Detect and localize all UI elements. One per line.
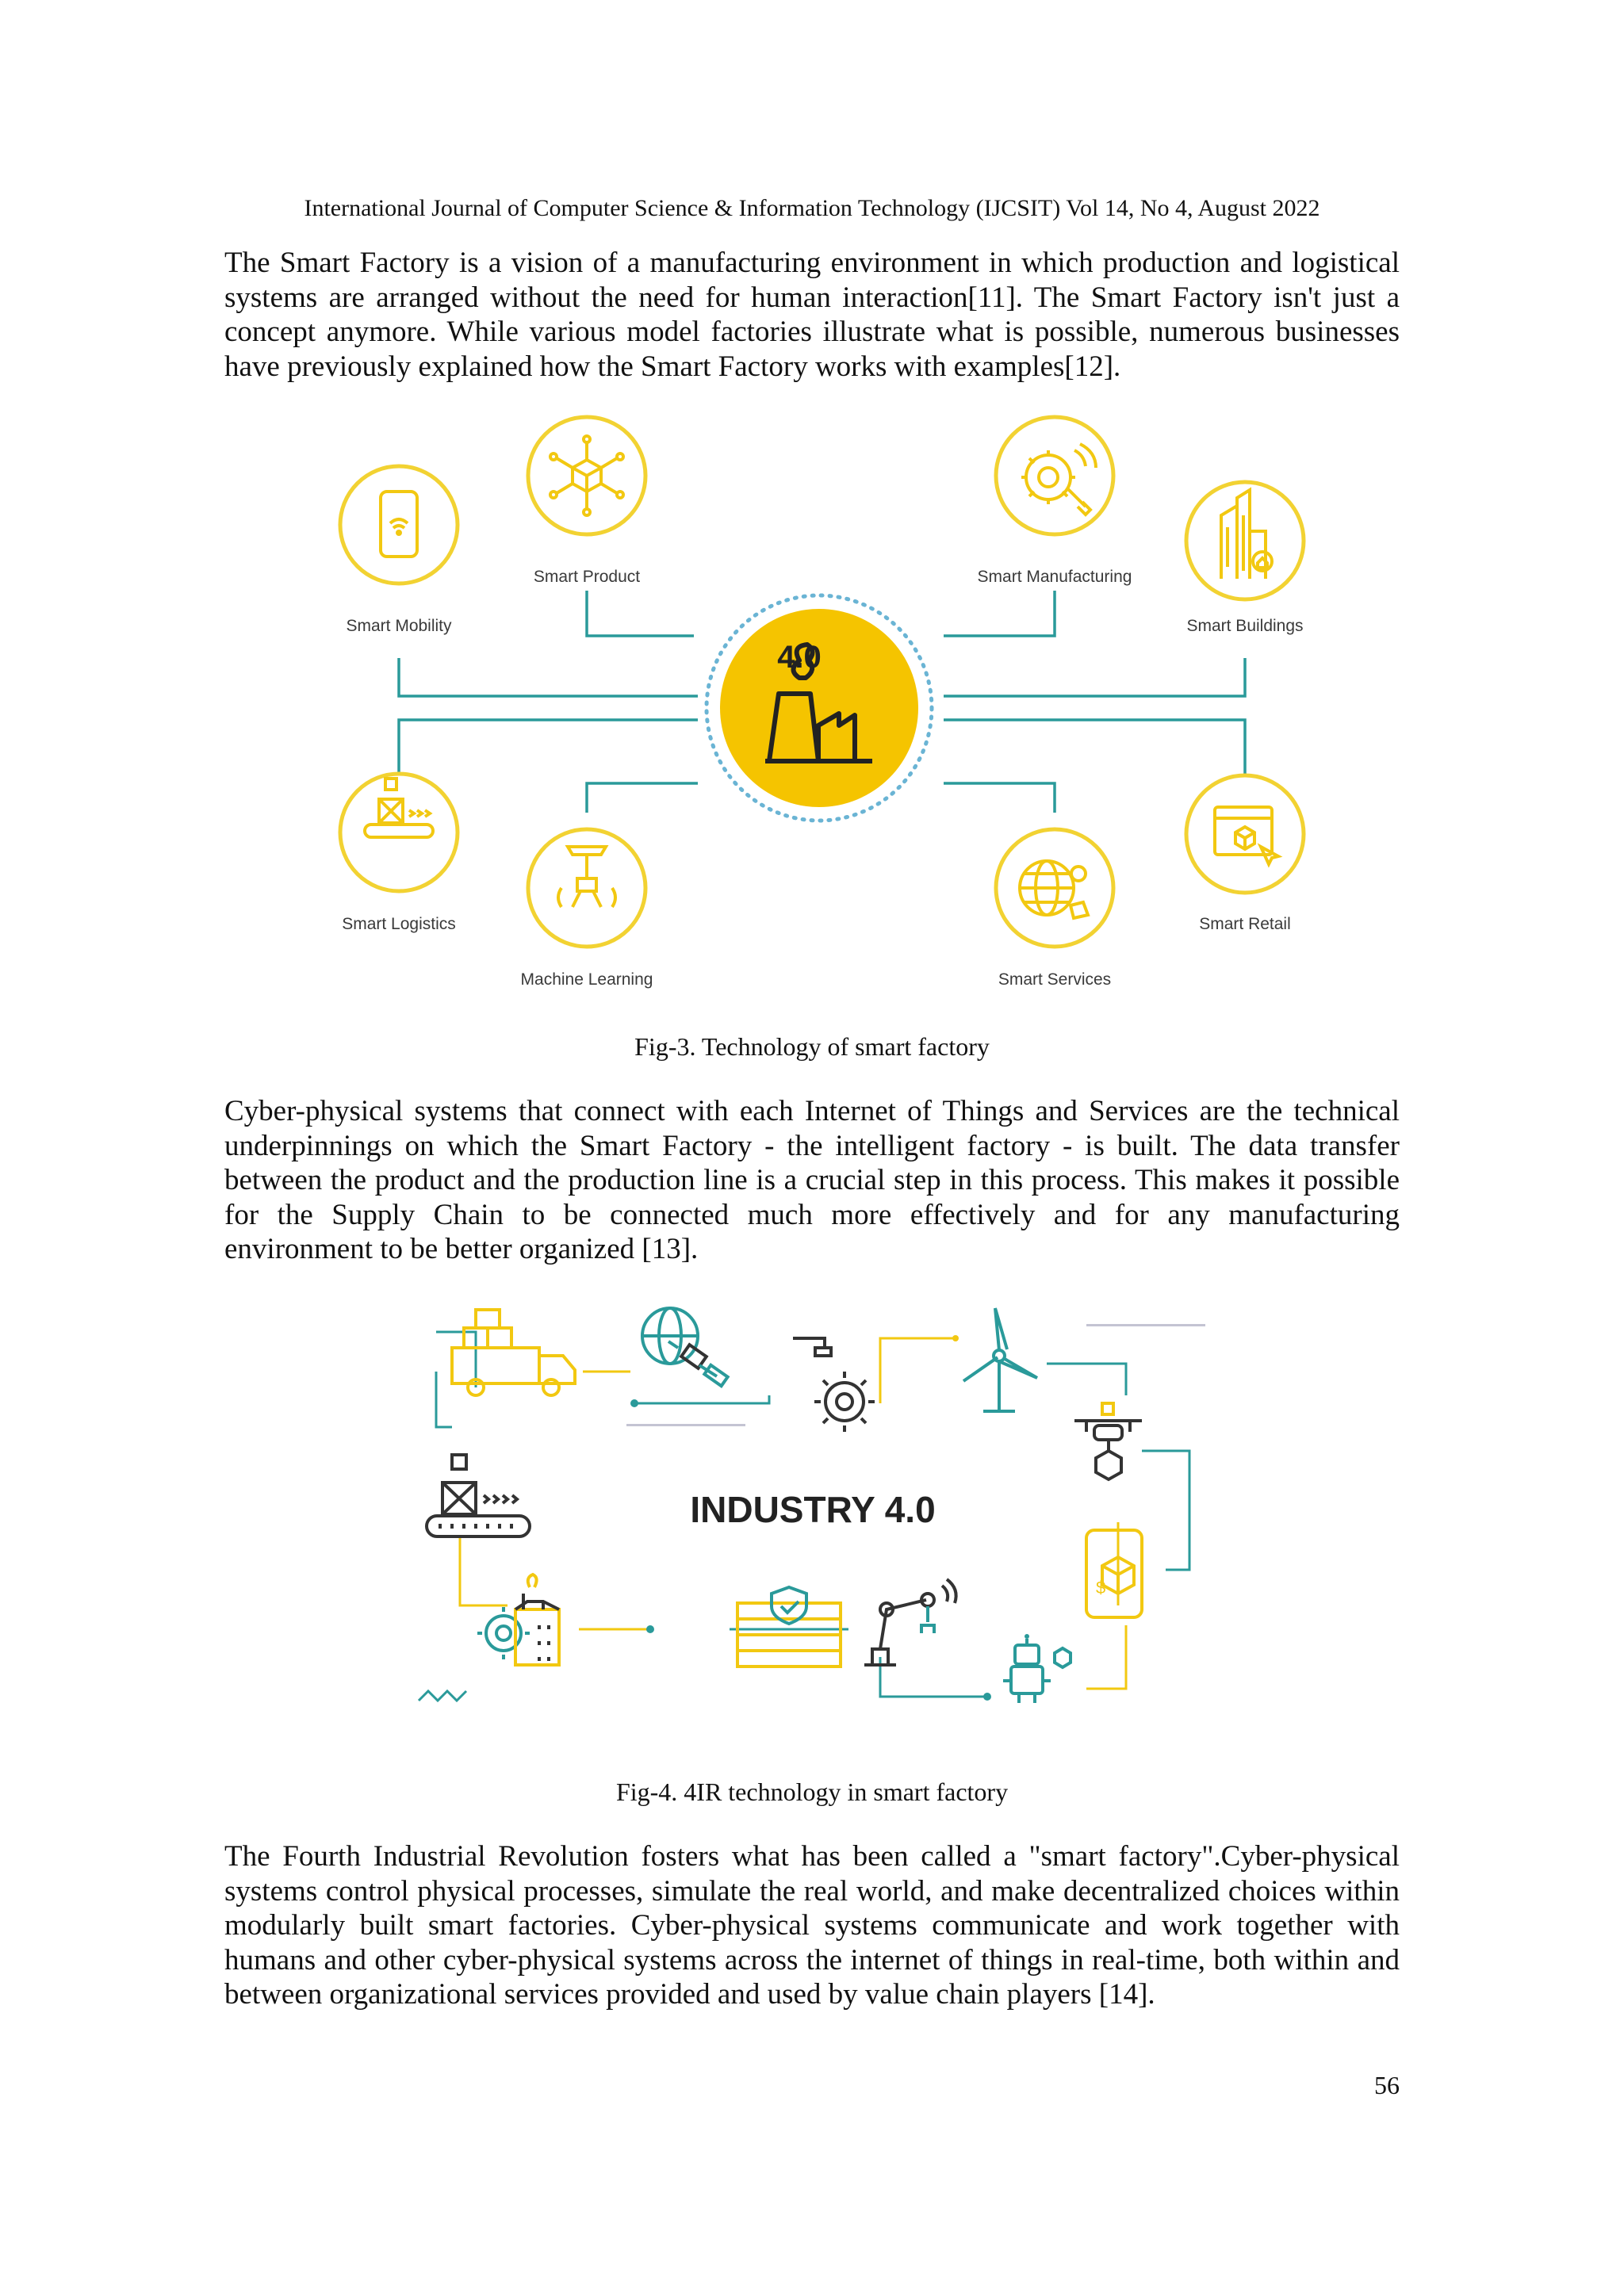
line-left-top: [436, 1332, 476, 1387]
label-smart-services: Smart Services: [998, 970, 1112, 989]
wind-turbine-icon: [963, 1308, 1037, 1411]
figure-3-smart-factory-diagram: [325, 412, 1316, 999]
smart-services-node: [996, 829, 1113, 989]
connector-machine-learning: [587, 783, 698, 813]
conveyor-box-icon: [427, 1455, 530, 1536]
drone-delivery-icon: [1074, 1403, 1142, 1479]
svg-text:$: $: [1096, 1578, 1106, 1598]
connector-smart-mobility: [399, 658, 698, 696]
paragraph-1: The Smart Factory is a vision of a manufacturing environment in which production and logistical systems are arranged without the need for human interaction[11]. The Smart Factory isn't just a concept anymore. While various model factories illustrate what is possible, numerous businesses have previously explained how the Smart Factory works with examples[12].: [224, 247, 1400, 383]
paragraph-3: The Fourth Industrial Revolution fosters what has been called a "smart factory".Cyber-physical systems control physical processes, simulate the real world, and make decentralized choices within modularly built smart factories. Cyber-physical systems communicate and work together with humans and other cyber-physical systems across the internet of things in real-time, both within and between organizational services provided and used by value chain players [14].: [224, 1840, 1400, 2011]
zigzag-accent: [419, 1691, 466, 1701]
connector-smart-manufacturing: [944, 591, 1055, 636]
smart-plant-gear-icon: [477, 1575, 559, 1665]
smart-manufacturing-node: [978, 417, 1132, 586]
figure-3-caption: Fig-3. Technology of smart factory: [634, 1032, 990, 1061]
running-header: International Journal of Computer Science & Information Technology (IJCSIT) Vol 14, No 4, August 2022: [304, 195, 1320, 221]
smart-logistics-node: [340, 774, 458, 933]
figure-4-industry-4-0-diagram: [404, 1292, 1221, 1736]
connector-smart-services: [944, 783, 1055, 813]
mobile-shop-icon: [1086, 1530, 1142, 1617]
hub-4-0-label: 4.0: [777, 640, 822, 675]
label-smart-buildings: Smart Buildings: [1186, 617, 1304, 635]
smartphone-icon: [381, 492, 417, 557]
connector-smart-retail: [944, 720, 1245, 775]
globe-satellite-icon: [642, 1308, 728, 1386]
robotic-arm-icon: [864, 1579, 956, 1665]
hub-yellow-circle: [720, 609, 918, 807]
robot-assistant-icon: [1003, 1634, 1071, 1703]
gear-wrench-icon: [1021, 444, 1096, 515]
connector-smart-logistics: [399, 720, 698, 775]
industry-4-0-title: INDUSTRY 4.0: [690, 1489, 936, 1530]
conveyor-box-icon: [365, 779, 433, 837]
smart-mobility-node: [340, 466, 458, 635]
online-store-icon: [1215, 807, 1278, 864]
smart-buildings-node: [1186, 482, 1304, 635]
faucet-gear-icon: [793, 1338, 875, 1432]
label-smart-mobility: Smart Mobility: [346, 617, 452, 635]
smart-retail-node: [1186, 775, 1304, 933]
label-smart-manufacturing: Smart Manufacturing: [977, 568, 1132, 586]
machine-learning-node: [521, 829, 653, 989]
label-smart-retail: Smart Retail: [1199, 915, 1291, 933]
secure-server-icon: [737, 1587, 841, 1667]
paragraph-2: Cyber-physical systems that connect with each Internet of Things and Services are the technical underpinnings on which the Smart Factory - the intelligent factory - is built. The data transfer between the product and the production line is a crucial step in this process. This makes it possible for the Supply Chain to be connected much more effectively and for any manufacturing environment to be better organized [13].: [224, 1095, 1400, 1265]
globe-service-icon: [1020, 861, 1088, 918]
center-industry-4-0-hub: [707, 595, 932, 821]
cube-network-icon: [550, 436, 623, 515]
label-smart-logistics: Smart Logistics: [342, 915, 456, 933]
smart-product-node: [528, 417, 645, 586]
figure-4-caption: Fig-4. 4IR technology in smart factory: [615, 1777, 1009, 1806]
connector-smart-product: [587, 591, 694, 636]
label-machine-learning: Machine Learning: [520, 970, 653, 989]
delivery-truck-icon: [452, 1310, 575, 1395]
buildings-icon: [1221, 490, 1272, 579]
page-number: 56: [1374, 2071, 1400, 2099]
connector-smart-buildings: [944, 658, 1245, 696]
robotic-arm-icon: [558, 847, 615, 907]
label-smart-product: Smart Product: [533, 568, 641, 586]
